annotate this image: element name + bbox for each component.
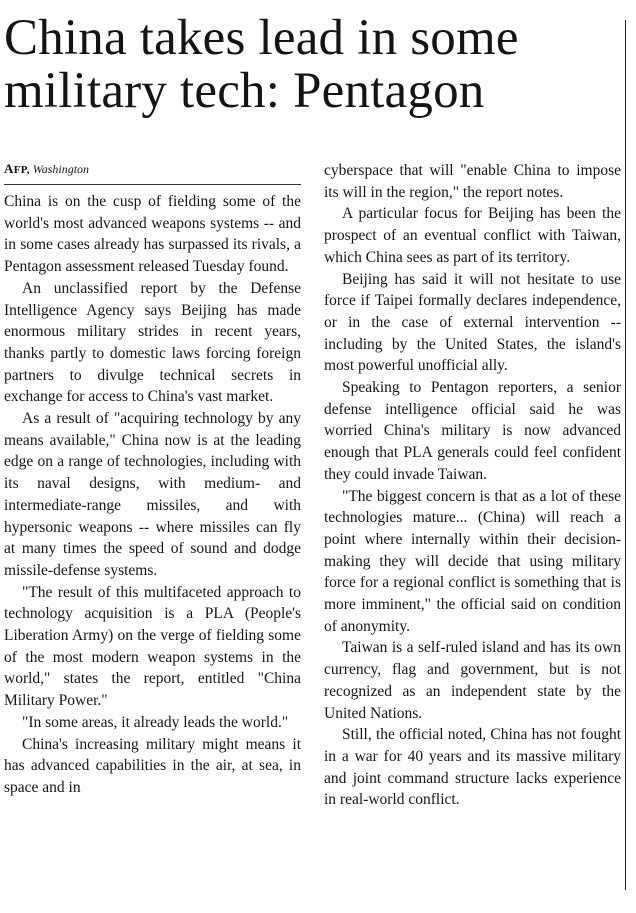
byline <box>4 160 301 184</box>
article-column-right <box>324 160 621 811</box>
byline-location: Washington <box>32 162 90 176</box>
paragraph: Taiwan is a self-ruled island and has its own currency, flag and government, but is not recognized as an independent state by the United Nations. <box>324 639 621 722</box>
paragraph: "The biggest concern is that as a lot of these technologies mature... (China) will reach a point where internally within their decision-making they will decide that using military force for a regional conflict is something that is more imminent," the official said on condition of anonymity. <box>324 487 621 635</box>
headline <box>4 12 624 118</box>
paragraph: As a result of "acquiring technology by any means available," China now is at the leading edge on a range of technologies, including with its naval designs, with medium- and intermediate-range missiles, and with hypersonic weapons -- where missiles can fly at many times the speed of sound and dodge missile-defense systems. <box>4 410 301 579</box>
paragraph: China's increasing military might means it has advanced capabilities in the air, at sea, in space and in <box>4 735 301 796</box>
paragraph: A particular focus for Beijing has been the prospect of an eventual conflict with Taiwan, which China sees as part of its territory. <box>324 205 621 266</box>
byline-agency: AFP, <box>4 161 30 176</box>
paragraph-continuation: cyberspace that will "enable China to impose its will in the region," the report notes. <box>324 162 621 201</box>
paragraph: Speaking to Pentagon reporters, a senior defense intelligence official said he was worried China's military is now advanced enough that PLA generals could feel confident they could invade Taiwan. <box>324 379 621 483</box>
paragraph: Still, the official noted, China has not fought in a war for 40 years and its massive military and joint command structure lacks experience in real-world conflict. <box>324 726 621 809</box>
column-rule <box>625 20 626 890</box>
byline-rule <box>4 184 301 185</box>
paragraph: "In some areas, it already leads the world." <box>22 713 289 731</box>
paragraph: An unclassified report by the Defense Intelligence Agency says Beijing has made enormous military strides in recent years, thanks partly to domestic laws forcing foreign partners to divulge technical secrets in exchange for access to China's vast market. <box>4 279 301 406</box>
headline-line-2: military tech: Pentagon <box>4 63 485 119</box>
headline-line-1: China takes lead in some <box>4 10 519 66</box>
paragraph: "The result of this multifaceted approach to technology acquisition is a PLA (People's Liberation Army) on the verge of fielding some of the most modern weapon systems in the world," states the report, entitled "China Military Power." <box>4 583 301 710</box>
paragraph: China is on the cusp of fielding some of the world's most advanced weapons systems -- and in some cases already has surpassed its rivals, a Pentagon assessment released Tuesday found. <box>4 193 301 276</box>
paragraph: Beijing has said it will not hesitate to use force if Taipei formally declares independence, or in the case of external intervention -- including by the United States, the island's most powerful unofficial ally. <box>324 270 621 375</box>
article-column-left <box>4 160 301 799</box>
